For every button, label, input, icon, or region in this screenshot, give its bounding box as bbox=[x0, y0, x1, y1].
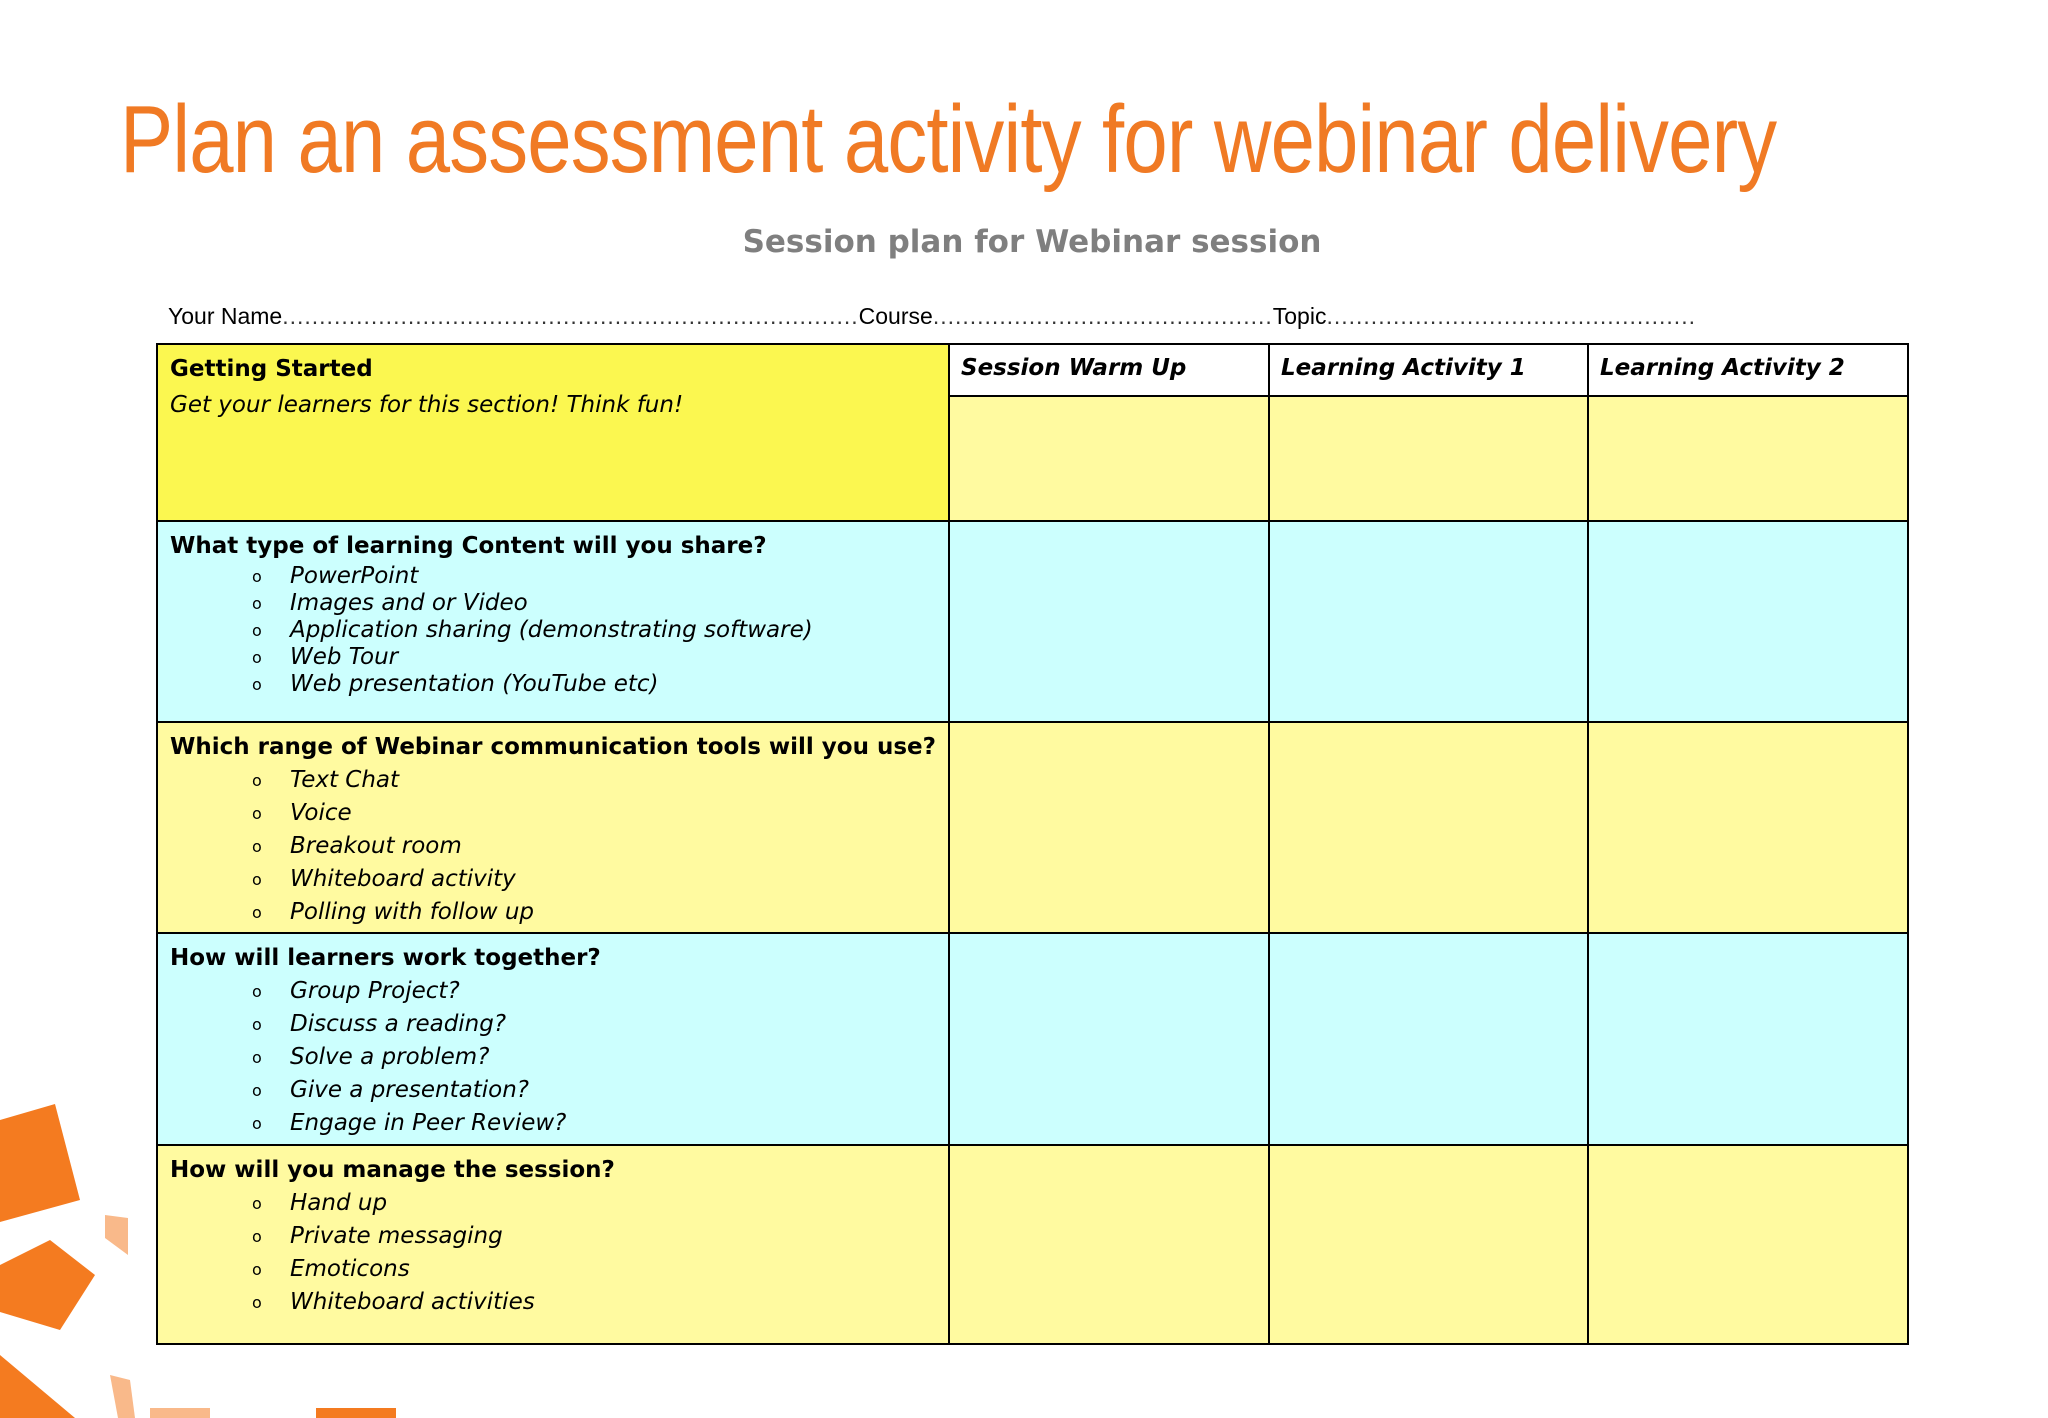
bullet-icon: o bbox=[252, 594, 262, 613]
getting-started-cell bbox=[157, 344, 949, 521]
bullet-icon: o bbox=[252, 1048, 262, 1067]
input-cell[interactable] bbox=[949, 722, 1269, 933]
bullet-icon: o bbox=[252, 1227, 262, 1246]
bullet-icon: o bbox=[252, 567, 262, 586]
row-heading: How will learners work together? bbox=[170, 945, 601, 971]
row-description: Get your learners for this section! Think fun! bbox=[170, 392, 684, 418]
column-header-label: Learning Activity 1 bbox=[1281, 355, 1526, 381]
item-label: Whiteboard activities bbox=[290, 1289, 535, 1315]
input-cell[interactable] bbox=[949, 521, 1269, 722]
item-label: Images and or Video bbox=[290, 590, 528, 616]
item-label: Give a presentation? bbox=[290, 1077, 529, 1103]
content-types-cell bbox=[157, 521, 949, 722]
item-label: Engage in Peer Review? bbox=[290, 1110, 567, 1136]
topic-blank: .................................................. bbox=[1326, 303, 1696, 329]
communication-tools-list bbox=[158, 764, 948, 929]
bullet-icon: o bbox=[252, 675, 262, 694]
list-item bbox=[252, 590, 948, 617]
column-header-label: Session Warm Up bbox=[961, 355, 1187, 381]
name-course-topic-line bbox=[168, 303, 1908, 330]
list-item bbox=[252, 896, 948, 929]
row-heading: What type of learning Content will you share? bbox=[170, 533, 767, 559]
list-item bbox=[252, 1041, 948, 1074]
column-header-warm-up bbox=[949, 344, 1269, 396]
item-label: Emoticons bbox=[290, 1256, 410, 1282]
item-label: Web presentation (YouTube etc) bbox=[290, 671, 659, 697]
orange-square-shape bbox=[0, 1104, 80, 1222]
item-label: Solve a problem? bbox=[290, 1044, 490, 1070]
document-title: Session plan for Webinar session bbox=[742, 224, 1322, 260]
input-cell[interactable] bbox=[1588, 396, 1908, 521]
list-item bbox=[252, 617, 948, 644]
bullet-icon: o bbox=[252, 1194, 262, 1213]
list-item bbox=[252, 830, 948, 863]
input-cell[interactable] bbox=[1269, 521, 1588, 722]
bullet-icon: o bbox=[252, 1081, 262, 1100]
row-heading: Getting Started bbox=[170, 356, 373, 382]
content-types-list bbox=[158, 563, 948, 698]
light-orange-triangle-shape bbox=[105, 1215, 128, 1255]
input-cell[interactable] bbox=[1269, 933, 1588, 1145]
list-item bbox=[252, 644, 948, 671]
bullet-icon: o bbox=[252, 903, 262, 922]
column-header-activity-1 bbox=[1269, 344, 1588, 396]
communication-tools-cell bbox=[157, 722, 949, 933]
orange-square-shape bbox=[0, 1240, 95, 1330]
input-cell[interactable] bbox=[1269, 396, 1588, 521]
light-orange-bar-shape bbox=[150, 1408, 210, 1418]
decorative-shapes bbox=[0, 1090, 420, 1418]
item-label: PowerPoint bbox=[290, 563, 419, 589]
bullet-icon: o bbox=[252, 1015, 262, 1034]
list-item bbox=[252, 563, 948, 590]
input-cell[interactable] bbox=[1588, 722, 1908, 933]
item-label: Polling with follow up bbox=[290, 899, 535, 925]
item-label: Application sharing (demonstrating software) bbox=[290, 617, 813, 643]
bullet-icon: o bbox=[252, 870, 262, 889]
input-cell[interactable] bbox=[949, 396, 1269, 521]
topic-label: Topic bbox=[1272, 303, 1327, 329]
input-cell[interactable] bbox=[1588, 933, 1908, 1145]
orange-bar-shape bbox=[316, 1408, 396, 1418]
bullet-icon: o bbox=[252, 804, 262, 823]
bullet-icon: o bbox=[252, 1260, 262, 1279]
bullet-icon: o bbox=[252, 648, 262, 667]
orange-triangle-shape bbox=[0, 1355, 75, 1418]
input-cell[interactable] bbox=[1588, 1145, 1908, 1344]
input-cell[interactable] bbox=[1588, 521, 1908, 722]
input-cell[interactable] bbox=[949, 1145, 1269, 1344]
item-label: Hand up bbox=[290, 1190, 388, 1216]
list-item bbox=[252, 1008, 948, 1041]
item-label: Group Project? bbox=[290, 978, 460, 1004]
bullet-icon: o bbox=[252, 1114, 262, 1133]
bullet-icon: o bbox=[252, 621, 262, 640]
bullet-icon: o bbox=[252, 1293, 262, 1312]
input-cell[interactable] bbox=[1269, 1145, 1588, 1344]
slide-title: Plan an assessment activity for webinar delivery bbox=[120, 86, 1777, 193]
your-name-label: Your Name bbox=[168, 303, 283, 329]
input-cell[interactable] bbox=[949, 933, 1269, 1145]
item-label: Text Chat bbox=[290, 767, 400, 793]
item-label: Breakout room bbox=[290, 833, 462, 859]
item-label: Web Tour bbox=[290, 644, 399, 670]
list-item bbox=[252, 764, 948, 797]
list-item bbox=[252, 671, 948, 698]
row-heading: How will you manage the session? bbox=[170, 1157, 615, 1183]
course-label: Course bbox=[858, 303, 933, 329]
input-cell[interactable] bbox=[1269, 722, 1588, 933]
bullet-icon: o bbox=[252, 982, 262, 1001]
bullet-icon: o bbox=[252, 837, 262, 856]
column-header-activity-2 bbox=[1588, 344, 1908, 396]
item-label: Discuss a reading? bbox=[290, 1011, 507, 1037]
your-name-blank: .............................................................................. bbox=[282, 303, 859, 329]
item-label: Private messaging bbox=[290, 1223, 503, 1249]
item-label: Whiteboard activity bbox=[290, 866, 516, 892]
list-item bbox=[252, 797, 948, 830]
bullet-icon: o bbox=[252, 771, 262, 790]
column-header-label: Learning Activity 2 bbox=[1600, 355, 1845, 381]
list-item bbox=[252, 863, 948, 896]
row-heading: Which range of Webinar communication tools will you use? bbox=[170, 734, 936, 760]
item-label: Voice bbox=[290, 800, 352, 826]
list-item bbox=[252, 975, 948, 1008]
course-blank: .............................................. bbox=[932, 303, 1273, 329]
light-orange-triangle-shape bbox=[110, 1375, 135, 1418]
